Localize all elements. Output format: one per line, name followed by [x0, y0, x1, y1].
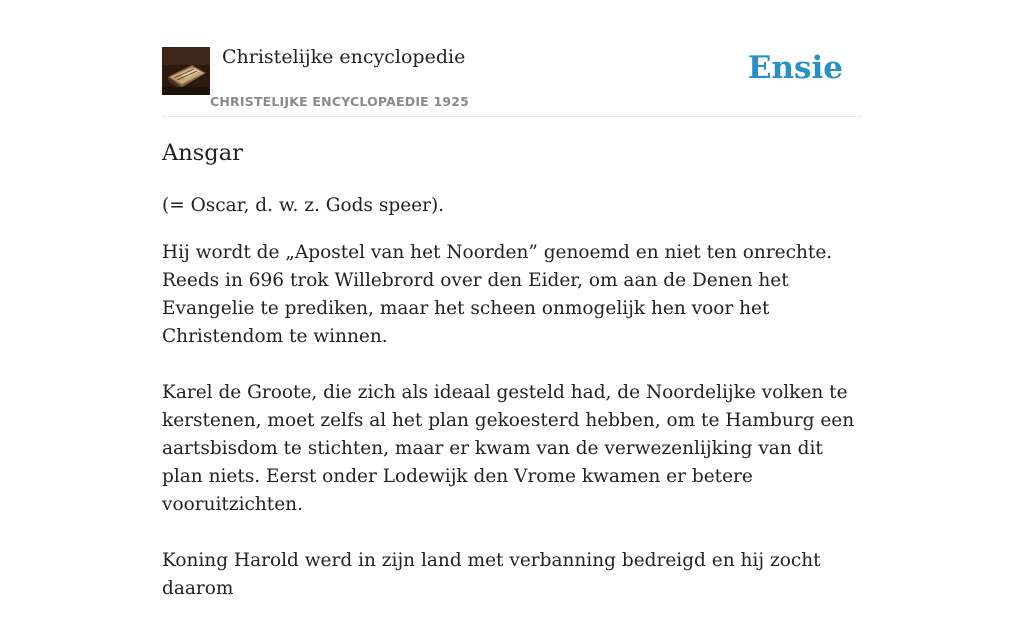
page — [162, 0, 862, 599]
article-paragraph: Karel de Groote, die zich als ideaal gesteld had, de Noordelijke volken te kerstenen, moet zelfs al het plan gekoesterd hebben, om te Hamburg een aartsbisdom te stichten, maar er kwam van de verwezenlijking van dit plan niets. Eerst onder Lodewijk den Vrome kwamen er betere vooruitzichten. — [162, 382, 855, 515]
article-lead: (= Oscar, d. w. z. Gods speer). — [162, 195, 445, 216]
brand-logo-link[interactable]: Ensie — [747, 50, 843, 86]
article-title: Ansgar — [162, 140, 243, 166]
article-paragraph: Koning Harold werd in zijn land met verbanning bedreigd en hij zocht daarom — [162, 550, 821, 599]
site-subtitle[interactable]: CHRISTELIJKE ENCYCLOPAEDIE 1925 — [210, 94, 470, 109]
site-title[interactable]: Christelijke encyclopedie — [222, 46, 466, 68]
site-logo-avatar[interactable] — [162, 47, 210, 95]
book-image-icon — [162, 47, 210, 95]
site-header — [162, 0, 862, 117]
article-paragraph: Hij wordt de „Apostel van het Noorden” genoemd en niet ten onrechte. Reeds in 696 trok Willebrord over den Eider, om aan de Denen het Evangelie te prediken, maar het scheen onmogelijk hen voor het Christendom te winnen. — [162, 242, 833, 347]
article-body — [162, 192, 862, 631]
